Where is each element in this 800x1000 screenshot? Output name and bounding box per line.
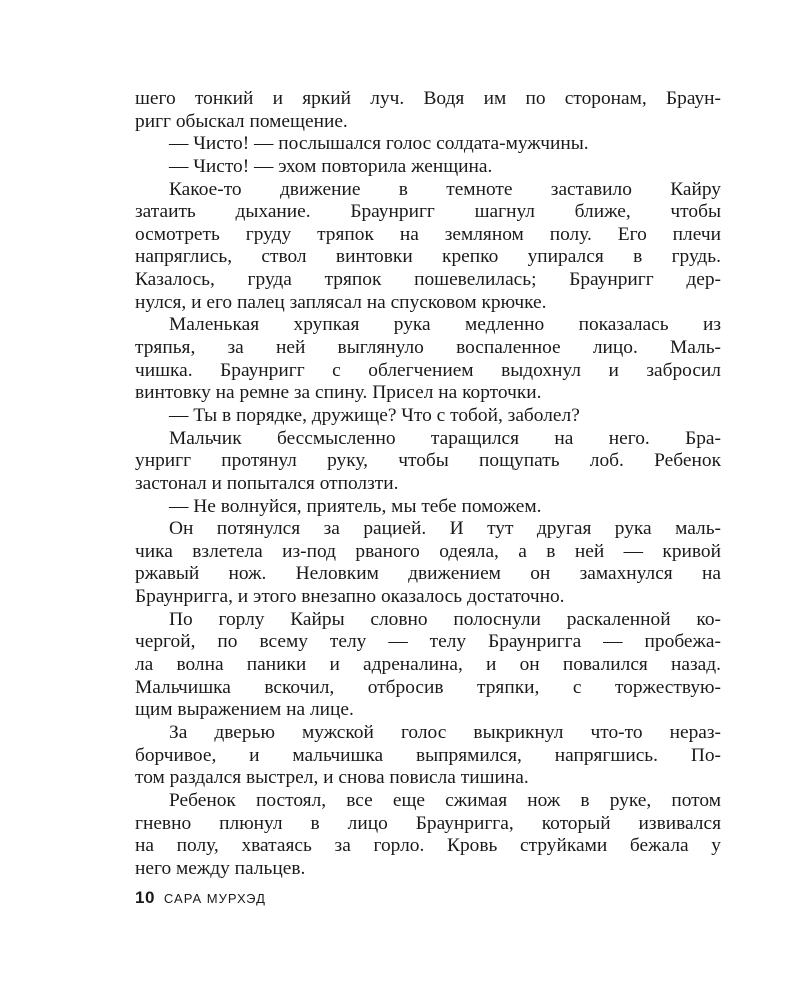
text-line: чергой, по всему телу — телу Браунригга — пробежа-: [135, 631, 721, 653]
text-line: гневно плюнул в лицо Браунригга, который извивался: [135, 812, 721, 834]
text-line: чика взлетела из-под рваного одеяла, а в ней — кривой: [135, 540, 721, 562]
text-line: Ребенок постоял, все еще сжимая нож в руке, потом: [169, 789, 721, 811]
text-line: ла волна паники и адреналина, и он повалился назад.: [135, 654, 721, 676]
text-line: осмотреть груду тряпок на земляном полу. Его плечи: [135, 223, 721, 245]
text-line: на полу, хватаясь за горло. Кровь струйками бежала у: [135, 835, 721, 857]
text-line: чишка. Браунригг с облегчением выдохнул и забросил: [135, 359, 721, 381]
text-line: Маленькая хрупкая рука медленно показалась из: [169, 314, 721, 336]
text-line: Мальчик бессмысленно таращился на него. Бра-: [169, 427, 721, 449]
text-line: нулся, и его палец заплясал на спусковом крючке.: [135, 291, 547, 313]
text-line: — Ты в порядке, дружище? Что с тобой, заболел?: [169, 404, 580, 426]
text-line: Какое-то движение в темноте заставило Кайру: [169, 178, 721, 200]
text-line: унригг протянул руку, чтобы пощупать лоб. Ребенок: [135, 450, 721, 472]
text-line: напряглись, ствол винтовки крепко упирался в грудь.: [135, 246, 721, 268]
text-line: Он потянулся за рацией. И тут другая рука маль-: [169, 518, 721, 540]
text-line: шего тонкий и яркий луч. Водя им по сторонам, Браун-: [135, 88, 721, 109]
text-line: ржавый нож. Неловким движением он замахнулся на: [135, 563, 721, 585]
text-line: него между пальцев.: [135, 857, 306, 879]
body-text: [135, 88, 721, 880]
text-line: — Не волнуйся, приятель, мы тебе поможем.: [169, 495, 542, 517]
text-line: тряпья, за ней выглянуло воспаленное лицо. Маль-: [135, 337, 721, 359]
page-footer: [135, 888, 266, 910]
page-number: 10: [135, 888, 155, 907]
text-line: щим выражением на лице.: [135, 699, 354, 721]
text-line: затаить дыхание. Браунригг шагнул ближе, чтобы: [135, 201, 721, 223]
text-line: ригг обыскал помещение.: [135, 110, 348, 132]
text-line: — Чисто! — эхом повторила женщина.: [169, 155, 493, 177]
running-head-author: САРА МУРХЭД: [163, 891, 266, 906]
text-line: Казалось, груда тряпок пошевелилась; Браунригг дер-: [135, 269, 721, 291]
text-line: Мальчишка вскочил, отбросив тряпки, с торжествую-: [135, 676, 721, 698]
text-line: том раздался выстрел, и снова повисла тишина.: [135, 767, 529, 789]
text-line: За дверью мужской голос выкрикнул что-то нераз-: [169, 721, 721, 743]
text-line: застонал и попытался отползти.: [135, 472, 399, 494]
text-line: По горлу Кайры словно полоснули раскаленной ко-: [169, 608, 721, 630]
text-line: борчивое, и мальчишка выпрямился, напрягшись. По-: [135, 744, 721, 766]
text-line: — Чисто! — послышался голос солдата-мужчины.: [169, 133, 589, 155]
text-line: винтовку на ремне за спину. Присел на корточки.: [135, 382, 542, 404]
text-line: Браунригга, и этого внезапно оказалось достаточно.: [135, 586, 565, 608]
